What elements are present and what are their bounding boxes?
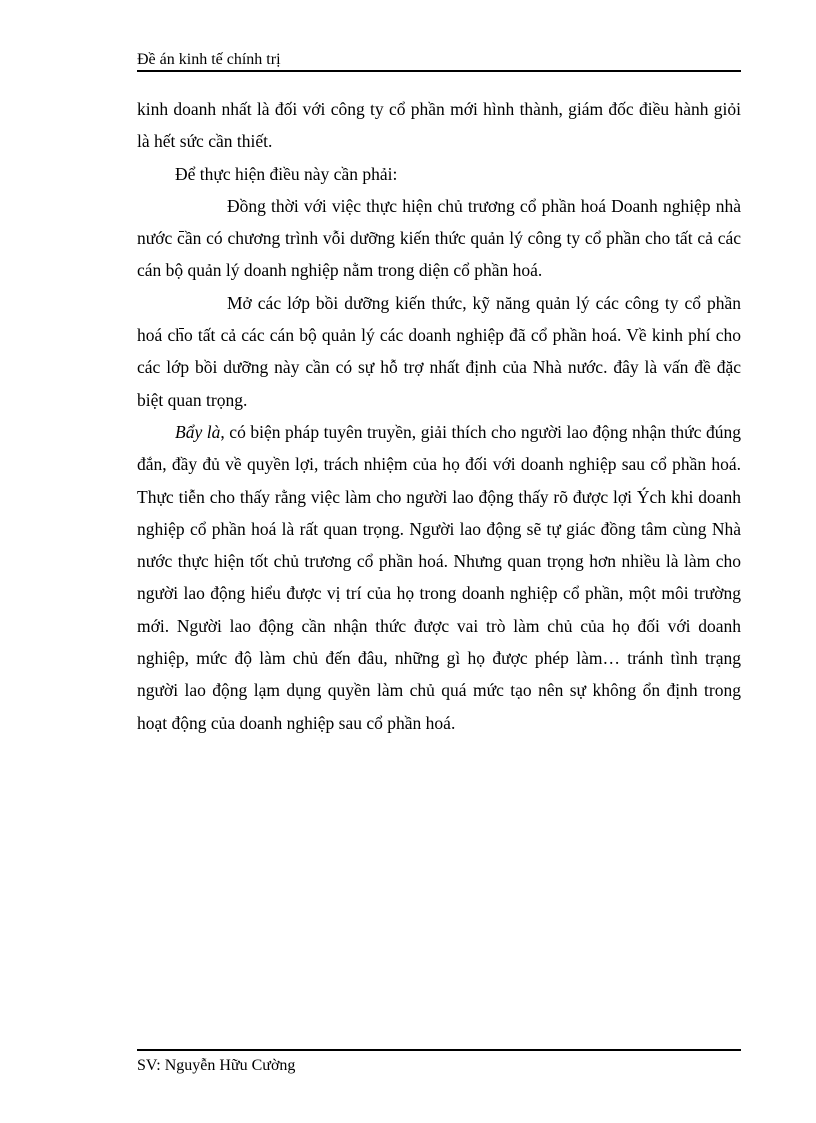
- paragraph-intro: Để thực hiện điều này cần phải:: [175, 163, 398, 184]
- document-body: [137, 93, 741, 739]
- paragraph-seventh: [137, 416, 741, 739]
- bullet-item-1-text: Đồng thời với việc thực hiện chủ trương cổ phần hoá Doanh nghiệp nhà nước cần có chương trình vỗi dưỡng kiến thức quản lý công ty cổ phần cho tất cả các cán bộ quản lý doanh nghiệp nằm trong diện cổ phần hoá.: [137, 195, 741, 281]
- bullet-item-2: [137, 287, 741, 416]
- page-footer-author: SV: Nguyễn Hữu Cường: [137, 1057, 296, 1074]
- page-header-title: Đề án kinh tế chính trị: [137, 51, 281, 68]
- bullet-item-2-text: Mở các lớp bồi dưỡng kiến thức, kỹ năng quản lý các công ty cổ phần hoá cho tất cả các cán bộ quản lý các doanh nghiệp đã cổ phần hoá. Về kinh phí cho các lớp bồi dưỡng này cần có sự hỗ trợ nhất định của Nhà nước. đây là vấn đề đặc biệt quan trọng.: [137, 292, 741, 410]
- paragraph-seventh-text: , có biện pháp tuyên truyền, giải thích cho người lao động nhận thức đúng đắn, đầy đủ về quyền lợi, trách nhiệm của họ đối với doanh nghiệp sau cổ phần hoá. Thực tiễn cho thấy rằng việc làm cho người lao động thấy rõ được lợi Ých khi doanh nghiệp cổ phần hoá là rất quan trọng. Người lao động sẽ tự giác đồng tâm cùng Nhà nước thực hiện tốt chủ trương cổ phần hoá. Nhưng quan trọng hơn nhiều là làm cho người lao động hiểu được vị trí của họ trong doanh nghiệp cổ phần, một môi trường mới. Người lao động cần nhận thức được vai trò làm chủ của họ đối với doanh nghiệp, mức độ làm chủ đến đâu, những gì họ được phép làm… tránh tình trạng người lao động lạm dụng quyền làm chủ quá mức tạo nên sự không ổn định trong hoạt động của doanh nghiệp sau cổ phần hoá.: [137, 421, 741, 733]
- bullet-item-1: [137, 190, 741, 287]
- paragraph-continuation: kinh doanh nhất là đối với công ty cổ phần mới hình thành, giám đốc điều hành giỏi là hết sức cần thiết.: [137, 99, 741, 152]
- footer-divider: [137, 1049, 741, 1051]
- header-divider: [137, 70, 741, 72]
- paragraph-seventh-lead: Bẩy là: [175, 421, 221, 442]
